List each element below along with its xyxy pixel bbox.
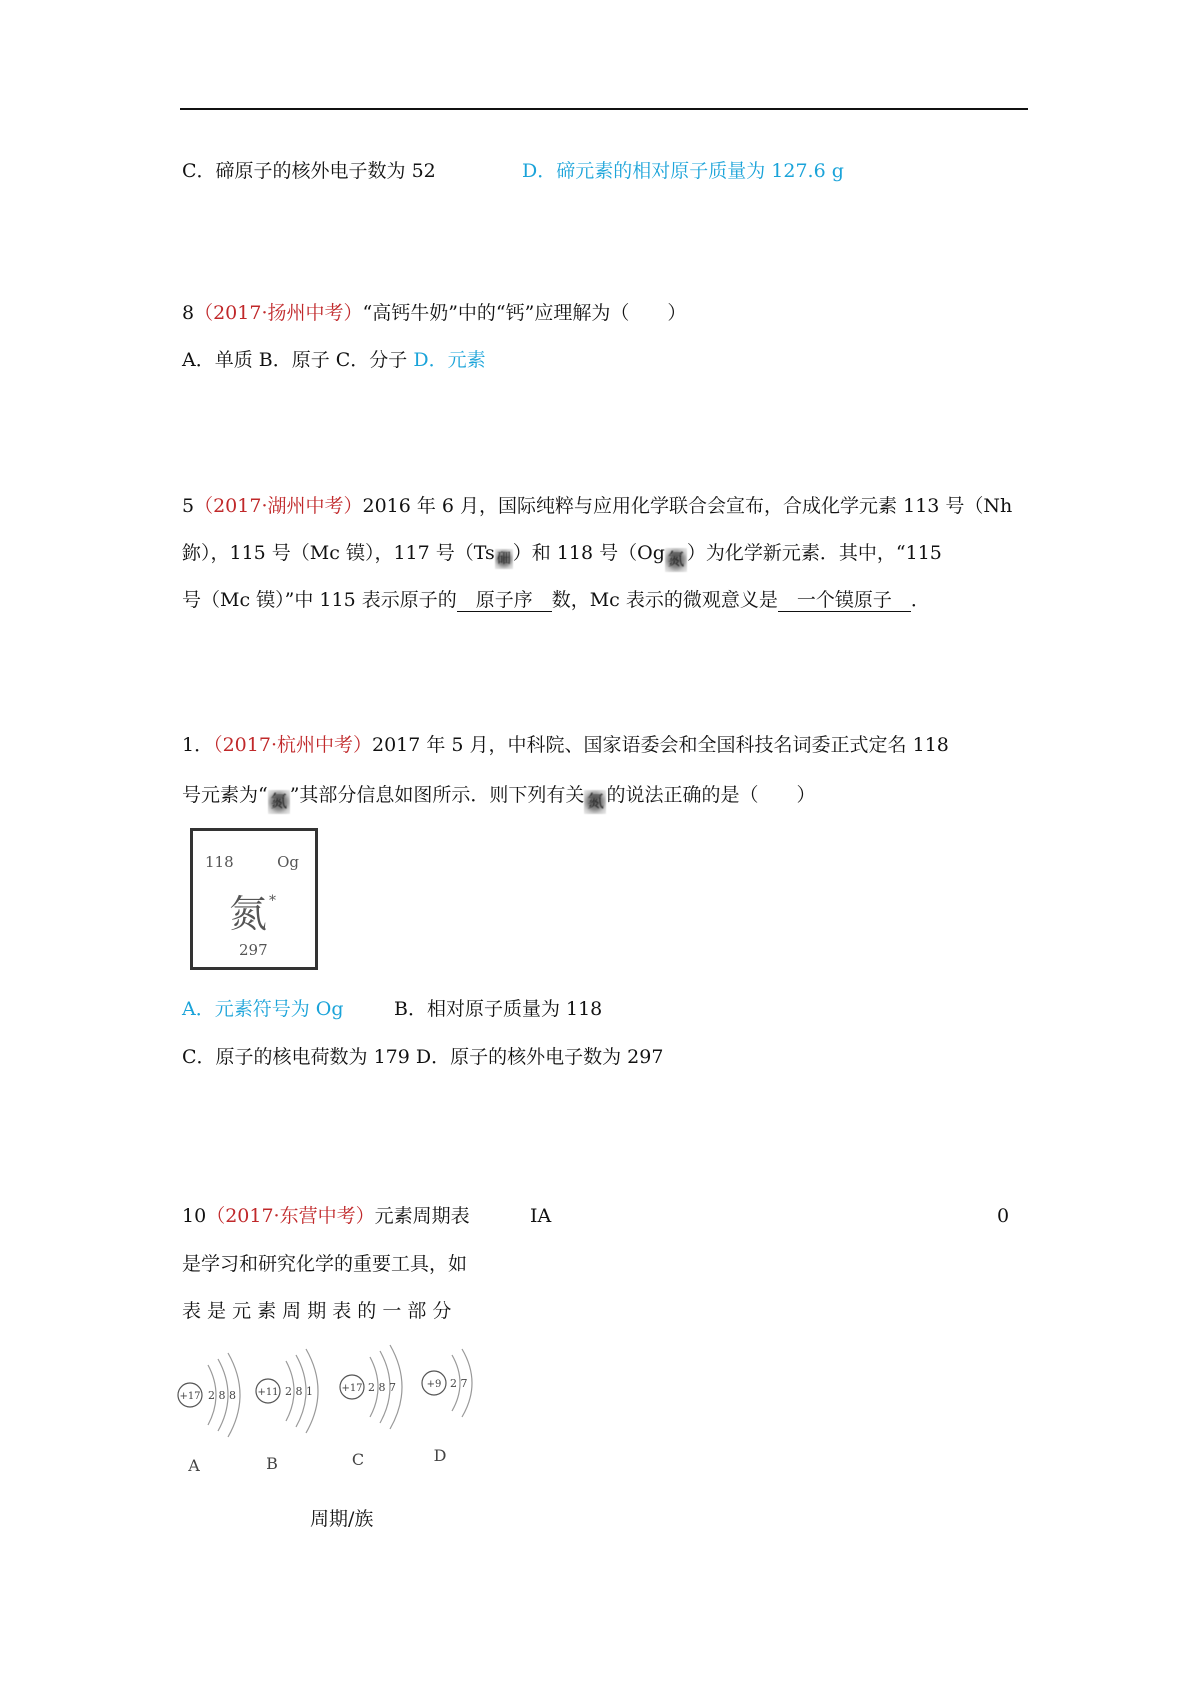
question-source: （2017·杭州中考） <box>213 734 372 756</box>
question-8-options <box>182 347 486 373</box>
element-name-char: 氮 <box>229 892 268 936</box>
question-text: 2016 年 6 月，国际纯粹与应用化学联合会宣布，合成化学元素 113 号（Nh <box>362 495 1013 517</box>
answer-blank-1: 原子序 <box>456 589 552 611</box>
question-text: ）为化学新元素．其中，“115 <box>686 542 942 564</box>
option-d-answer: D．碲元素的相对原子质量为 127.6 g <box>522 160 844 182</box>
element-info-card <box>190 828 318 970</box>
atom-diagram-c <box>340 1345 402 1469</box>
question-5-line-1 <box>182 493 1012 519</box>
options-text: A．单质 B．原子 C．分子 <box>182 349 414 371</box>
table-header-0: 0 <box>997 1205 1010 1227</box>
atom-nucleus: +9 <box>426 1379 442 1390</box>
atom-shells: 2 8 1 <box>285 1385 313 1398</box>
question-text: 号（Mc 镆）”中 115 表示原子的 <box>182 589 457 611</box>
question-8-stem <box>182 300 686 326</box>
question-number: 5 <box>182 495 195 517</box>
element-glyph-icon: 鿬 <box>496 551 511 567</box>
question-1-line-1 <box>182 732 949 758</box>
question-text: ”其部分信息如图所示．则下列有关 <box>289 784 585 806</box>
header-rule <box>180 108 1028 110</box>
question-source: （2017·湖州中考） <box>194 495 363 517</box>
atom-label: C <box>351 1450 365 1469</box>
atom-diagram-d <box>422 1349 472 1465</box>
question-source: （2017·扬州中考） <box>194 302 363 324</box>
table-header-ia: IA <box>530 1205 552 1227</box>
element-symbol: Og <box>277 853 299 871</box>
question-text: 号元素为“ <box>182 784 268 806</box>
element-mark: * <box>269 893 277 909</box>
question-1-option-a-answer: A．元素符号为 Og <box>182 998 344 1020</box>
question-number: 10 <box>182 1205 207 1227</box>
atom-nucleus: +11 <box>257 1387 279 1398</box>
question-text: ． <box>910 589 930 611</box>
element-glyph-icon: 氮 <box>584 790 606 814</box>
atom-label: B <box>266 1454 278 1473</box>
question-10-line-1 <box>182 1203 470 1229</box>
atom-label: D <box>433 1446 447 1465</box>
atomic-mass: 297 <box>239 941 268 959</box>
option-line-cd <box>182 158 436 184</box>
question-source: （2017·东营中考） <box>206 1205 375 1227</box>
table-caption: 周期/族 <box>310 1508 374 1530</box>
atom-structure-diagrams <box>172 1335 512 1475</box>
atom-diagram-a <box>178 1353 240 1475</box>
question-text: 的说法正确的是（ ） <box>606 784 816 806</box>
question-text: 元素周期表 <box>374 1205 470 1227</box>
element-name <box>229 883 276 938</box>
question-1-option-b: B．相对原子质量为 118 <box>394 998 603 1020</box>
answer-blank-2: 一个镆原子 <box>777 589 911 611</box>
atom-shells: 2 8 8 <box>208 1389 236 1402</box>
question-number: 1． <box>182 734 214 756</box>
question-10-line-3: 表 是 元 素 周 期 表 的 一 部 分 <box>182 1300 452 1322</box>
question-text: “高钙牛奶”中的“钙”应理解为（ ） <box>362 302 687 324</box>
question-text: 数，Mc 表示的微观意义是 <box>551 589 778 611</box>
question-text: ）和 118 号（Og <box>512 542 665 564</box>
atom-shells: 2 8 7 <box>368 1381 396 1394</box>
atom-nucleus: +17 <box>179 1391 201 1402</box>
question-number: 8 <box>182 302 195 324</box>
atom-diagram-b <box>256 1349 318 1473</box>
option-c: C．碲原子的核外电子数为 52 <box>182 160 436 182</box>
element-glyph-icon: 氮 <box>268 790 290 814</box>
question-5-line-3 <box>182 587 930 613</box>
question-text: 鉨），115 号（Mc 镆），117 号（Ts <box>182 542 495 564</box>
question-text: 2017 年 5 月，中科院、国家语委会和全国科技名词委正式定名 118 <box>372 734 949 756</box>
atom-label: A <box>188 1456 200 1475</box>
atom-nucleus: +17 <box>341 1383 363 1394</box>
atomic-number: 118 <box>205 853 234 871</box>
question-1-options-cd: C．原子的核电荷数为 179 D．原子的核外电子数为 297 <box>182 1046 664 1068</box>
question-1-line-2 <box>182 782 815 814</box>
answer-option: D．元素 <box>413 349 486 371</box>
element-glyph-icon: 氮 <box>665 548 687 572</box>
question-5-line-2 <box>182 540 942 572</box>
question-10-line-2: 是学习和研究化学的重要工具，如 <box>182 1253 468 1275</box>
atom-shells: 2 7 <box>450 1377 468 1390</box>
